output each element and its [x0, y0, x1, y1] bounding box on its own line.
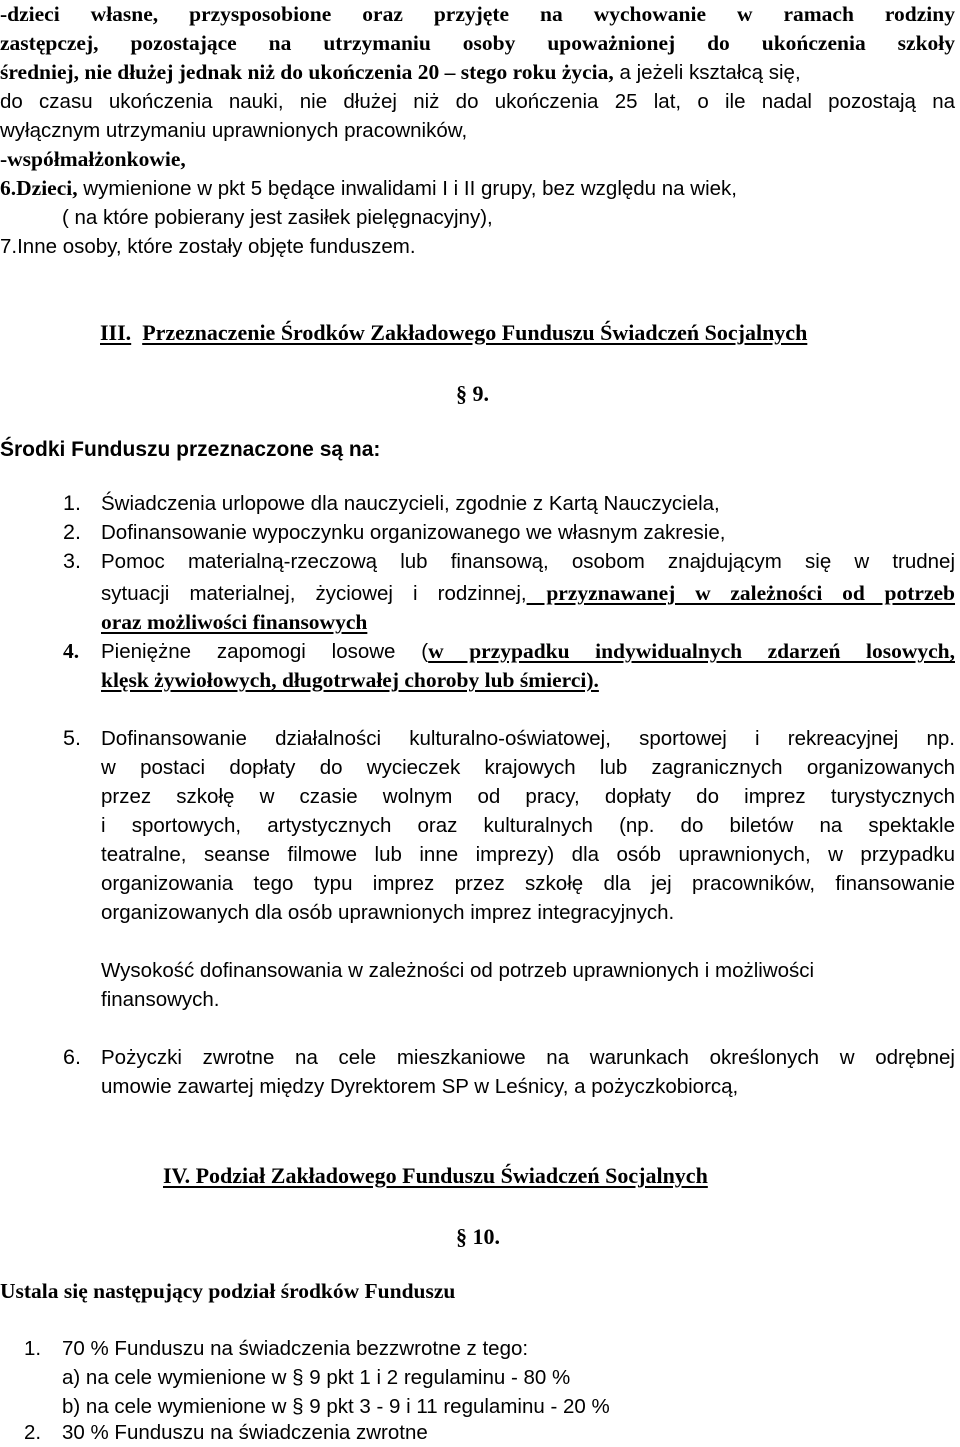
split-1a-text: a) na cele wymienione w § 9 pkt 1 i 2 regulaminu - 80 % — [62, 1366, 571, 1389]
intro-line-3-bold: średniej, nie dłużej jednak niż do ukończenia 20 – stego roku życia, — [0, 60, 614, 84]
section-3-lead: Środki Funduszu przeznaczone są na: — [0, 438, 381, 461]
item-3-number: 3. — [63, 549, 81, 573]
item-5-number: 5. — [63, 726, 81, 750]
item-6-line-2: umowie zawartej między Dyrektorem SP w Leśnicy, a pożyczkobiorcą, — [101, 1075, 739, 1098]
intro-line-6: -współmałżonkowie, — [0, 147, 186, 171]
item-5-line-9: finansowych. — [101, 988, 220, 1011]
item-5-line-4: i sportowych, artystycznych oraz kulturalnych (np. do biletów na spektakle — [101, 814, 955, 837]
item-3-line-1: Pomoc materialną-rzeczową lub finansową, osobom znajdującym się w trudnej — [101, 550, 955, 573]
split-1-number: 1. — [24, 1337, 42, 1360]
item-4-line-1-underlined: w przypadku indywidualnych zdarzeń losowych, — [428, 639, 955, 663]
intro-line-8: ( na które pobierany jest zasiłek pielęgnacyjny), — [62, 206, 493, 229]
item-5-line-8: Wysokość dofinansowania w zależności od potrzeb uprawnionych i możliwości — [101, 959, 815, 982]
intro-line-7 — [0, 174, 737, 203]
item-4-line-2: klęsk żywiołowych, długotrwałej choroby lub śmierci). — [101, 668, 599, 692]
item-6-number: 6. — [63, 1045, 81, 1069]
item-5-line-1: Dofinansowanie działalności kulturalno-oświatowej, sportowej i rekreacyjnej np. — [101, 727, 955, 750]
item-4-number: 4. — [63, 639, 80, 663]
intro-line-2: zastępczej, pozostające na utrzymaniu osoby upoważnionej do ukończenia szkoły — [0, 31, 955, 55]
item-5-line-5: teatralne, seanse filmowe lub inne imprezy) dla osób uprawnionych, w przypadku — [101, 843, 955, 866]
split-2-number: 2. — [24, 1421, 42, 1444]
item-3-line-2-plain: sytuacji materialnej, życiowej i rodzinnej, — [101, 582, 527, 605]
item-5-line-2: w postaci dopłaty do wycieczek krajowych lub zagranicznych organizowanych — [101, 756, 955, 779]
item-4-line-1 — [101, 637, 955, 666]
split-2-text: 30 % Funduszu na świadczenia zwrotne — [62, 1421, 428, 1444]
item-6-line-1: Pożyczki zwrotne na cele mieszkaniowe na warunkach określonych w odrębnej — [101, 1046, 955, 1069]
section-4-paragraph-sign: § 10. — [456, 1224, 500, 1249]
item-5-line-3: przez szkołę w czasie wolnym od pracy, dopłaty do imprez turystycznych — [101, 785, 955, 808]
split-1b-text: b) na cele wymienione w § 9 pkt 3 - 9 i 11 regulaminu - 20 % — [62, 1395, 610, 1418]
intro-line-3-rest: a jeżeli kształcą się, — [613, 61, 801, 84]
item-3-line-3: oraz możliwości finansowych — [101, 610, 368, 634]
item-2-number: 2. — [63, 520, 81, 544]
item-2-text: Dofinansowanie wypoczynku organizowanego we własnym zakresie, — [101, 521, 726, 544]
intro-line-4: do czasu ukończenia nauki, nie dłużej niż do ukończenia 25 lat, o ile nadal pozostają na — [0, 90, 955, 113]
intro-line-7-bold: 6.Dzieci, — [0, 176, 78, 200]
item-1-text: Świadczenia urlopowe dla nauczycieli, zgodnie z Kartą Nauczyciela, — [101, 492, 720, 515]
item-3-line-2-underlined: przyznawanej w zależności od potrzeb — [526, 581, 956, 605]
intro-line-3 — [0, 58, 801, 87]
item-4-line-1-plain: Pieniężne zapomogi losowe ( — [101, 640, 429, 663]
section-3-title: Przeznaczenie Środków Zakładowego Funduszu Świadczeń Socjalnych — [142, 320, 808, 345]
split-1-text: 70 % Funduszu na świadczenia bezzwrotne z tego: — [62, 1337, 529, 1360]
intro-line-1: -dzieci własne, przysposobione oraz przyjęte na wychowanie w ramach rodziny — [0, 2, 955, 26]
item-5-line-7: organizowanych dla osób uprawnionych imprez integracyjnych. — [101, 901, 675, 924]
item-1-number: 1. — [63, 491, 81, 515]
item-3-line-2 — [101, 579, 955, 608]
section-4-lead: Ustala się następujący podział środków Funduszu — [0, 1279, 456, 1303]
section-3-roman: III. — [100, 320, 132, 345]
item-5-line-6: organizowania tego typu imprez przez szkołę dla jej pracowników, finansowanie — [101, 872, 955, 895]
section-3-heading — [100, 318, 807, 347]
section-3-paragraph-sign: § 9. — [456, 381, 489, 406]
intro-line-7-rest: wymienione w pkt 5 będące inwalidami I i II grupy, bez względu na wiek, — [77, 177, 737, 200]
intro-line-5: wyłącznym utrzymaniu uprawnionych pracowników, — [0, 119, 468, 142]
section-4-heading: IV. Podział Zakładowego Funduszu Świadczeń Socjalnych — [163, 1163, 708, 1188]
intro-line-9: 7.Inne osoby, które zostały objęte funduszem. — [0, 235, 416, 258]
